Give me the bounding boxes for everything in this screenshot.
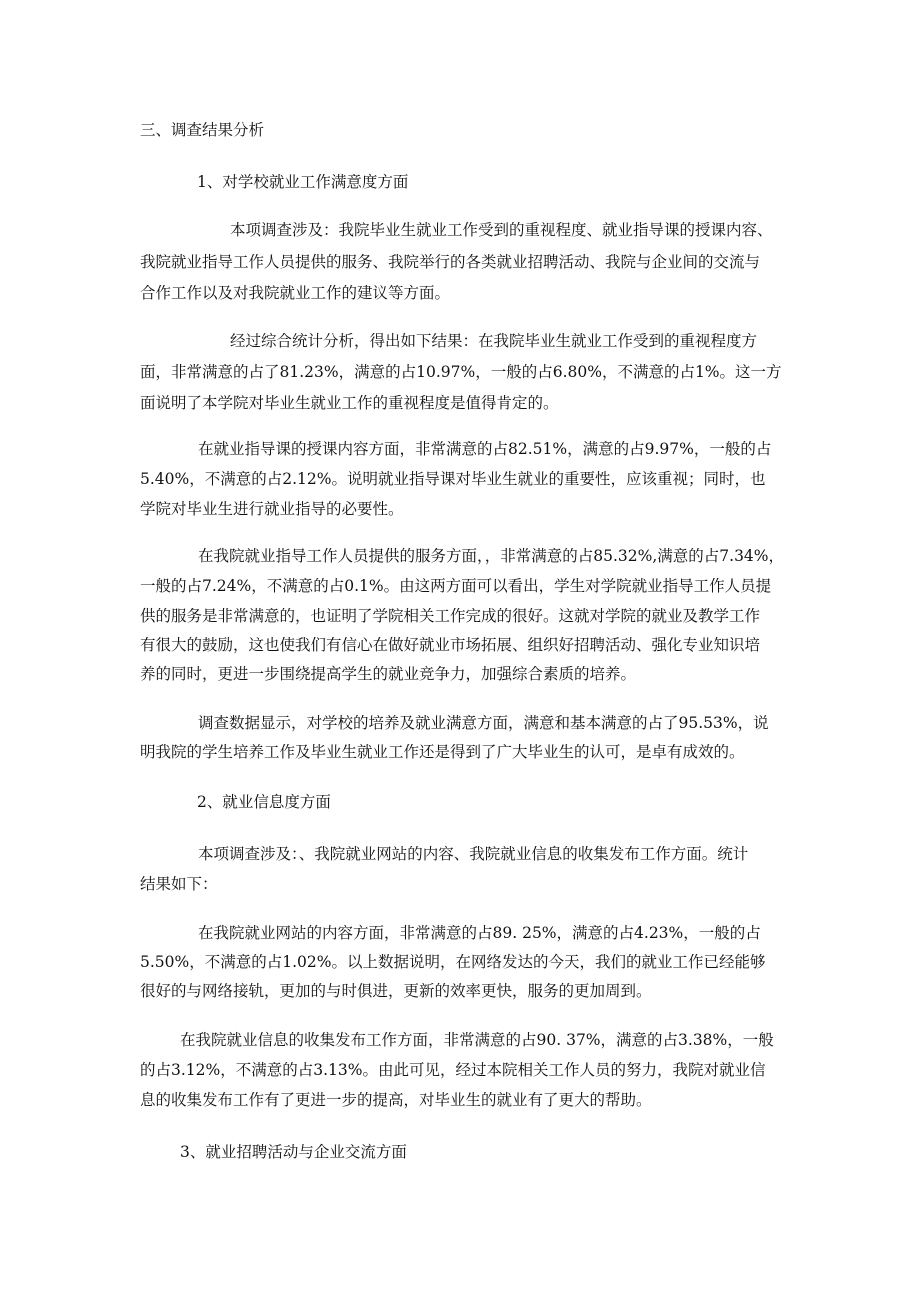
s1-p1-line-3: 合作工作以及对我院就业工作的建议等方面。: [140, 284, 451, 302]
s1-p3-line-2: 5.40%，不满意的占2.12%。说明就业指导课对毕业生就业的重要性，应该重视；同时，也: [140, 470, 766, 488]
subsection-1-heading: 1、对学校就业工作满意度方面: [197, 173, 409, 191]
s1-p2-line-3: 面说明了本学院对毕业生就业工作的重视程度是值得肯定的。: [140, 394, 559, 412]
s1-p5-line-1: 调查数据显示，对学校的培养及就业满意方面，满意和基本满意的占了95.53%，说: [198, 714, 769, 732]
s1-p1-line-1: 本项调查涉及：我院毕业生就业工作受到的重视程度、就业指导课的授课内容、: [230, 221, 773, 239]
s2-p1-line-2: 结果如下：: [140, 875, 218, 893]
s1-p3-line-1: 在就业指导课的授课内容方面，非常满意的占82.51%，满意的占9.97%，一般的占: [198, 440, 772, 458]
s2-p3-line-2: 的占3.12%，不满意的占3.13%。由此可见，经过本院相关工作人员的努力，我院对就业信: [140, 1061, 766, 1079]
s2-p3-line-3: 息的收集发布工作有了更进一步的提高，对毕业生的就业有了更大的帮助。: [140, 1091, 652, 1109]
s1-p4-line-3: 供的服务是非常满意的，也证明了学院相关工作完成的很好。这就对学院的就业及教学工作: [140, 607, 761, 625]
s1-p4-line-1: 在我院就业指导工作人员提供的服务方面，，非常满意的占85.32%,满意的占7.34%，: [198, 547, 785, 565]
section-heading: 三、调查结果分析: [140, 121, 265, 139]
s2-p1-line-1: 本项调查涉及：、我院就业网站的内容、我院就业信息的收集发布工作方面。统计: [198, 845, 749, 863]
subsection-2-heading: 2、就业信息度方面: [197, 793, 331, 811]
s2-p2-line-2: 5.50%，不满意的占1.02%。以上数据说明，在网络发达的今天，我们的就业工作已经能够: [140, 953, 766, 971]
s1-p4-line-4: 有很大的鼓励，这也使我们有信心在做好就业市场拓展、组织好招聘活动、强化专业知识培: [140, 636, 761, 654]
s1-p5-line-2: 明我院的学生培养工作及毕业生就业工作还是得到了广大毕业生的认可，是卓有成效的。: [140, 743, 745, 761]
s1-p4-line-5: 养的同时，更进一步围绕提高学生的就业竞争力，加强综合素质的培养。: [140, 665, 637, 683]
s2-p3-line-1: 在我院就业信息的收集发布工作方面，非常满意的占90. 37%，满意的占3.38%，一般: [180, 1031, 774, 1049]
s2-p2-line-3: 很好的与网络接轨，更加的与时俱进，更新的效率更快，服务的更加周到。: [140, 982, 652, 1000]
s1-p4-line-2: 一般的占7.24%，不满意的占0.1%。由这两方面可以看出，学生对学院就业指导工作人员提: [140, 577, 772, 595]
s2-p2-line-1: 在我院就业网站的内容方面，非常满意的占89. 25%，满意的占4.23%，一般的占: [198, 924, 761, 942]
s1-p3-line-3: 学院对毕业生进行就业指导的必要性。: [140, 500, 404, 518]
s1-p1-line-2: 我院就业指导工作人员提供的服务、我院举行的各类就业招聘活动、我院与企业间的交流与: [140, 253, 761, 271]
s1-p2-line-1: 经过综合统计分析，得出如下结果：在我院毕业生就业工作受到的重视程度方: [230, 332, 758, 350]
s1-p2-line-2: 面，非常满意的占了81.23%，满意的占10.97%，一般的占6.80%，不满意的占1%。这一方: [140, 363, 782, 381]
subsection-3-heading: 3、就业招聘活动与企业交流方面: [180, 1143, 407, 1161]
